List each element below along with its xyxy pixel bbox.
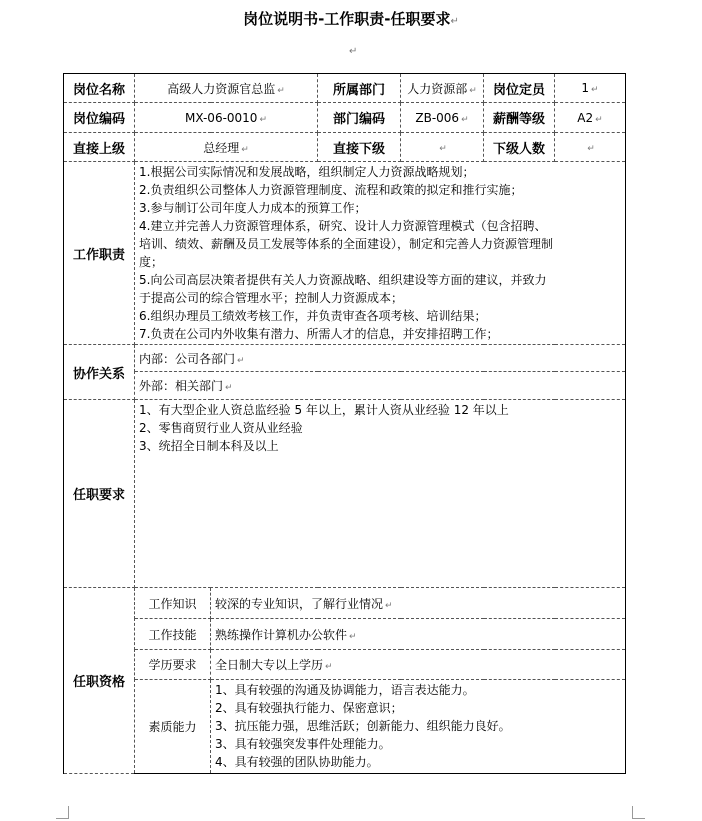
salary-grade-label: 薪酬等级 bbox=[484, 103, 555, 133]
table-row bbox=[64, 345, 626, 372]
paragraph-mark-icon: ↵ bbox=[349, 46, 358, 57]
list-item: 1.根据公司实际情况和发展战略，组织制定人力资源战略规划； bbox=[139, 165, 475, 179]
position-code-value[interactable]: MX-06-0010 ↵ bbox=[135, 103, 318, 133]
margin-corner-icon bbox=[56, 806, 69, 819]
department-label: 所属部门 bbox=[318, 74, 401, 103]
title-text: 岗位说明书-工作职责-任职要求 bbox=[243, 10, 451, 28]
position-code-label: 岗位编码 bbox=[64, 103, 135, 133]
list-item: 度； bbox=[139, 255, 164, 269]
table-row bbox=[64, 400, 626, 588]
paragraph-mark-icon: ↵ bbox=[450, 16, 459, 27]
list-item: 2.负责组织公司整体人力资源管理制度、流程和政策的拟定和推行实施； bbox=[139, 183, 523, 197]
duties-content[interactable] bbox=[135, 162, 626, 345]
job-description-table bbox=[63, 73, 626, 774]
headcount-value[interactable]: 1 ↵ bbox=[555, 74, 626, 103]
education-value[interactable]: 全日制大专以上学历 ↵ bbox=[211, 650, 626, 680]
position-name-value[interactable]: 高级人力资源官总监 ↵ bbox=[135, 74, 318, 103]
list-item: 3、统招全日制本科及以上 bbox=[139, 439, 279, 453]
list-item: 5.向公司高层决策者提供有关人力资源战略、组织建设等方面的建议，并致力 bbox=[139, 273, 547, 287]
direct-superior-value[interactable]: 总经理 ↵ bbox=[135, 133, 318, 162]
list-item: 4.建立并完善人力资源管理体系，研究、设计人力资源管理模式（包含招聘、 bbox=[139, 219, 547, 233]
table-row bbox=[64, 74, 626, 103]
document-title bbox=[0, 8, 702, 29]
list-item: 2、零售商贸行业人资从业经验 bbox=[139, 421, 303, 435]
table-row bbox=[64, 680, 626, 774]
skills-label: 工作技能 bbox=[135, 619, 211, 650]
knowledge-value[interactable]: 较深的专业知识，了解行业情况 ↵ bbox=[211, 588, 626, 619]
headcount-label: 岗位定员 bbox=[484, 74, 555, 103]
table-row bbox=[64, 650, 626, 680]
knowledge-label: 工作知识 bbox=[135, 588, 211, 619]
list-item: 3、抗压能力强，思维活跃；创新能力、组织能力良好。 bbox=[215, 719, 511, 733]
list-item: 2、具有较强执行能力、保密意识； bbox=[215, 701, 403, 715]
subordinate-count-value[interactable]: ↵ bbox=[555, 133, 626, 162]
cooperation-internal[interactable]: 内部：公司各部门 ↵ bbox=[135, 345, 626, 372]
margin-corner-icon bbox=[632, 806, 645, 819]
list-item: 1、具有较强的沟通及协调能力，语言表达能力。 bbox=[215, 683, 475, 697]
list-item: 7.负责在公司内外收集有潜力、所需人才的信息，并安排招聘工作； bbox=[139, 327, 499, 341]
salary-grade-value[interactable]: A2 ↵ bbox=[555, 103, 626, 133]
cooperation-external[interactable]: 外部：相关部门 ↵ bbox=[135, 372, 626, 400]
table-row bbox=[64, 619, 626, 650]
table-row bbox=[64, 133, 626, 162]
list-item: 1、有大型企业人资总监经验 5 年以上，累计人资从业经验 12 年以上 bbox=[139, 403, 509, 417]
list-item: 3、具有较强突发事件处理能力。 bbox=[215, 737, 391, 751]
ability-label: 素质能力 bbox=[135, 680, 211, 774]
qualifications-label: 任职资格 bbox=[64, 588, 135, 774]
department-code-label: 部门编码 bbox=[318, 103, 401, 133]
cooperation-label: 协作关系 bbox=[64, 345, 135, 400]
education-label: 学历要求 bbox=[135, 650, 211, 680]
list-item: 6.组织办理员工绩效考核工作，并负责审查各项考核、培训结果； bbox=[139, 309, 487, 323]
table-row bbox=[64, 372, 626, 400]
table-row bbox=[64, 103, 626, 133]
requirements-label: 任职要求 bbox=[64, 400, 135, 588]
list-item: 4、具有较强的团队协助能力。 bbox=[215, 755, 379, 769]
department-code-value[interactable]: ZB-006 ↵ bbox=[401, 103, 484, 133]
list-item: 3.参与制订公司年度人力成本的预算工作； bbox=[139, 201, 367, 215]
duties-label: 工作职责 bbox=[64, 162, 135, 345]
ability-content[interactable] bbox=[211, 680, 626, 774]
direct-subordinate-value[interactable]: ↵ bbox=[401, 133, 484, 162]
table-row bbox=[64, 162, 626, 345]
direct-subordinate-label: 直接下级 bbox=[318, 133, 401, 162]
skills-value[interactable]: 熟练操作计算机办公软件 ↵ bbox=[211, 619, 626, 650]
department-value[interactable]: 人力资源部 ↵ bbox=[401, 74, 484, 103]
position-name-label: 岗位名称 bbox=[64, 74, 135, 103]
direct-superior-label: 直接上级 bbox=[64, 133, 135, 162]
list-item: 培训、绩效、薪酬及员工发展等体系的全面建设），制定和完善人力资源管理制 bbox=[139, 237, 554, 251]
list-item: 于提高公司的综合管理水平；控制人力资源成本； bbox=[139, 291, 404, 305]
requirements-content[interactable] bbox=[135, 400, 626, 588]
table-row bbox=[64, 588, 626, 619]
subordinate-count-label: 下级人数 bbox=[484, 133, 555, 162]
